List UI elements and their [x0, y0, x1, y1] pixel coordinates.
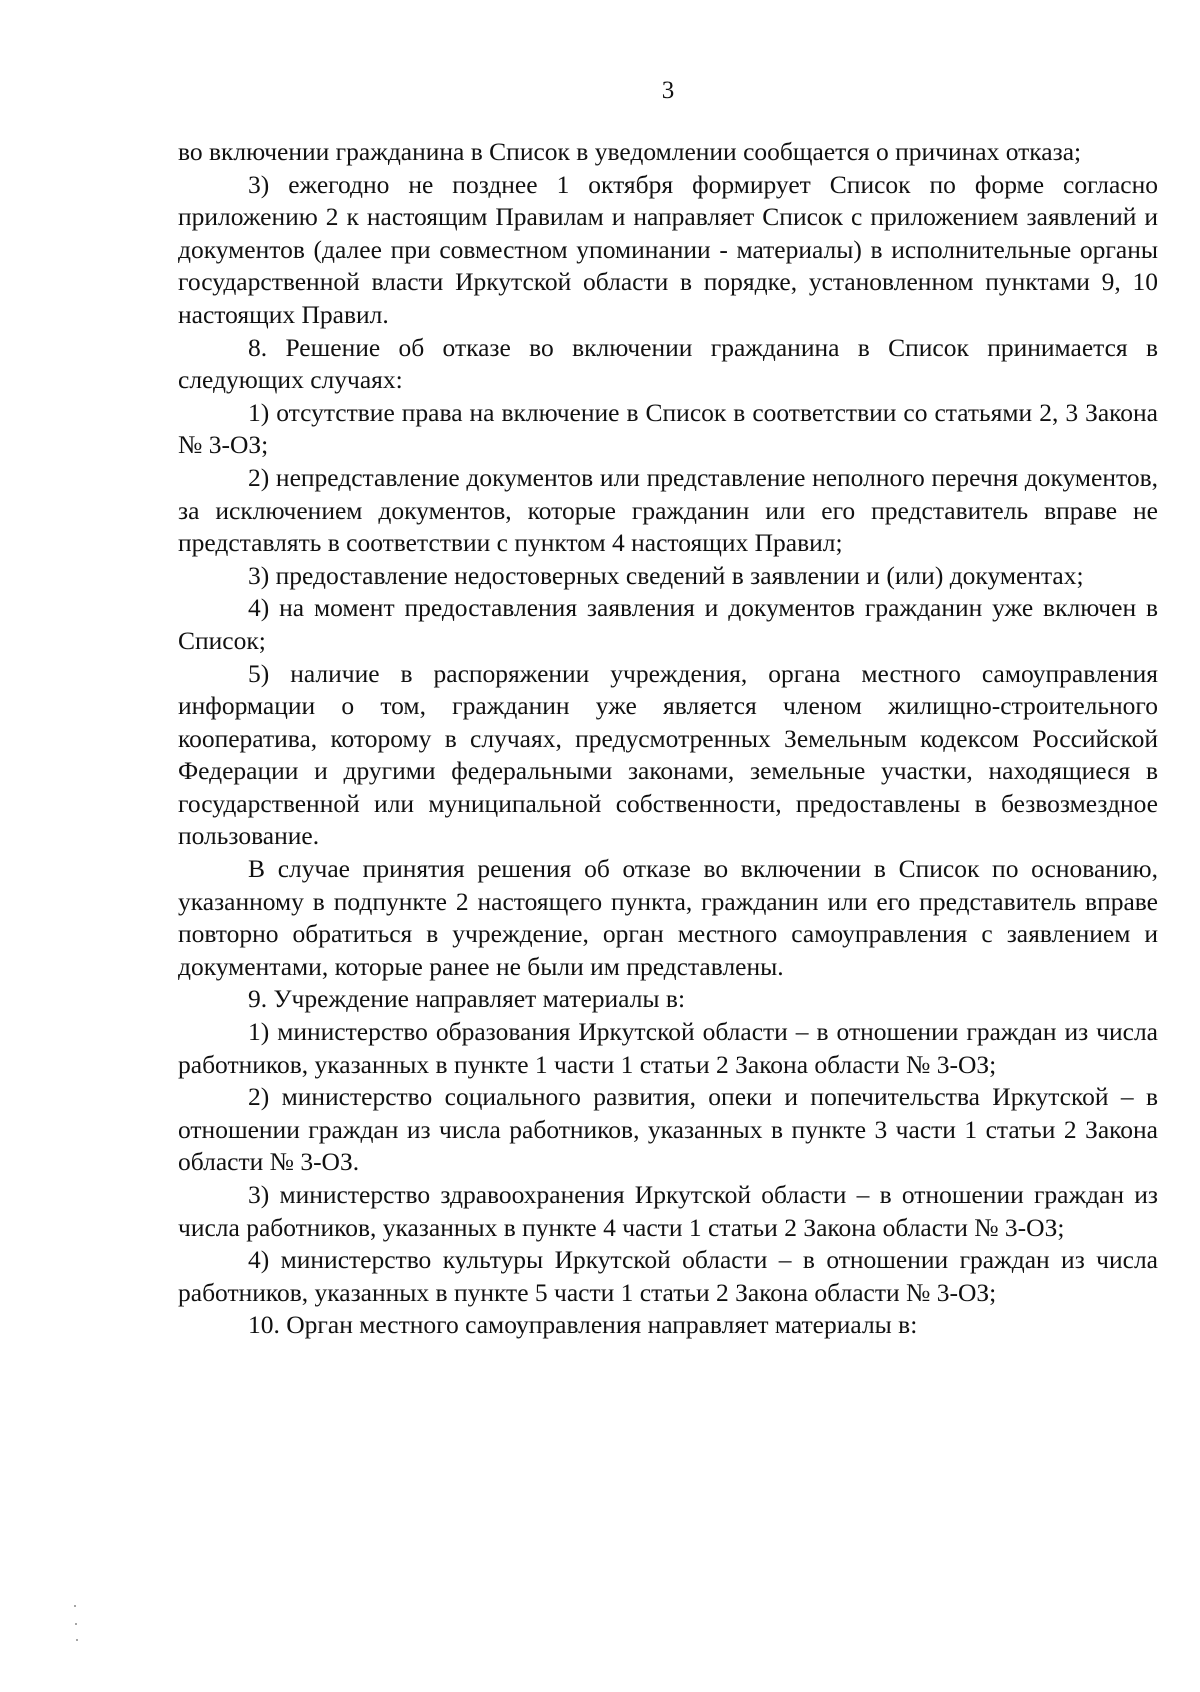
paragraph-item-9-4: 4) министерство культуры Иркутской области – в отношении граждан из числа работников, указанных в пункте 5 части 1 статьи 2 Закона области № 3-ОЗ;: [178, 1245, 1158, 1307]
page-number: 3: [661, 77, 675, 104]
paragraph-item-8-5: 5) наличие в распоряжении учреждения, органа местного самоуправления информации о том, гражданин уже является членом жилищно-строительного кооператива, которому в случаях, предусмотренных Земельным кодексом Российской Федерации и другими федеральными законами, земельные участки, находящиеся в государственной или муниципальной собственности, предоставлены в безвозмездное пользование.: [178, 658, 1158, 851]
paragraph-item-8-2: 2) непредставление документов или представление неполного перечня документов, за исключением документов, которые гражданин или его представитель вправе не представлять в соответствии с пунктом 4 настоящих Правил;: [178, 462, 1158, 558]
paragraph-section-8: 8. Решение об отказе во включении гражданина в Список принимается в следующих случаях:: [178, 332, 1158, 395]
document-body: [178, 136, 1158, 1342]
paragraph-item-9-2: 2) министерство социального развития, опеки и попечительства Иркутской – в отношении граждан из числа работников, указанных в пункте 3 части 1 статьи 2 Закона области № 3-ОЗ.: [178, 1082, 1158, 1177]
paragraph-item-7-3: 3) ежегодно не позднее 1 октября формирует Список по форме согласно приложению 2 к настоящим Правилам и направляет Список с приложением заявлений и документов (далее при совместном упоминании - материалы) в исполнительные органы государственной власти Иркутской области в порядке, установленном пунктами 9, 10 настоящих Правил.: [178, 169, 1158, 329]
scan-artifact: [74, 1605, 78, 1645]
paragraph-item-8-4: 4) на момент предоставления заявления и документов гражданин уже включен в Список;: [178, 593, 1158, 655]
paragraph-refusal-note: В случае принятия решения об отказе во включении в Список по основанию, указанному в подпункте 2 настоящего пункта, гражданин или его представитель вправе повторно обратиться в учреждение, орган местного самоуправления с заявлением и документами, которые ранее не были им представлены.: [178, 854, 1158, 981]
paragraph-section-9: 9. Учреждение направляет материалы в:: [248, 984, 686, 1014]
paragraph-item-8-1: 1) отсутствие права на включение в Список в соответствии со статьями 2, 3 Закона № 3-ОЗ;: [178, 397, 1158, 460]
paragraph-item-9-3: 3) министерство здравоохранения Иркутской области – в отношении граждан из числа работников, указанных в пункте 4 части 1 статьи 2 Закона области № 3-ОЗ;: [178, 1180, 1158, 1242]
paragraph-item-8-3: 3) предоставление недостоверных сведений в заявлении и (или) документах;: [248, 560, 1084, 590]
paragraph-section-10: 10. Орган местного самоуправления направляет материалы в:: [248, 1310, 918, 1340]
paragraph-item-9-1: 1) министерство образования Иркутской области – в отношении граждан из числа работников, указанных в пункте 1 части 1 статьи 2 Закона области № 3-ОЗ;: [178, 1017, 1158, 1079]
paragraph-continuation: во включении гражданина в Список в уведомлении сообщается о причинах отказа;: [178, 137, 1082, 166]
